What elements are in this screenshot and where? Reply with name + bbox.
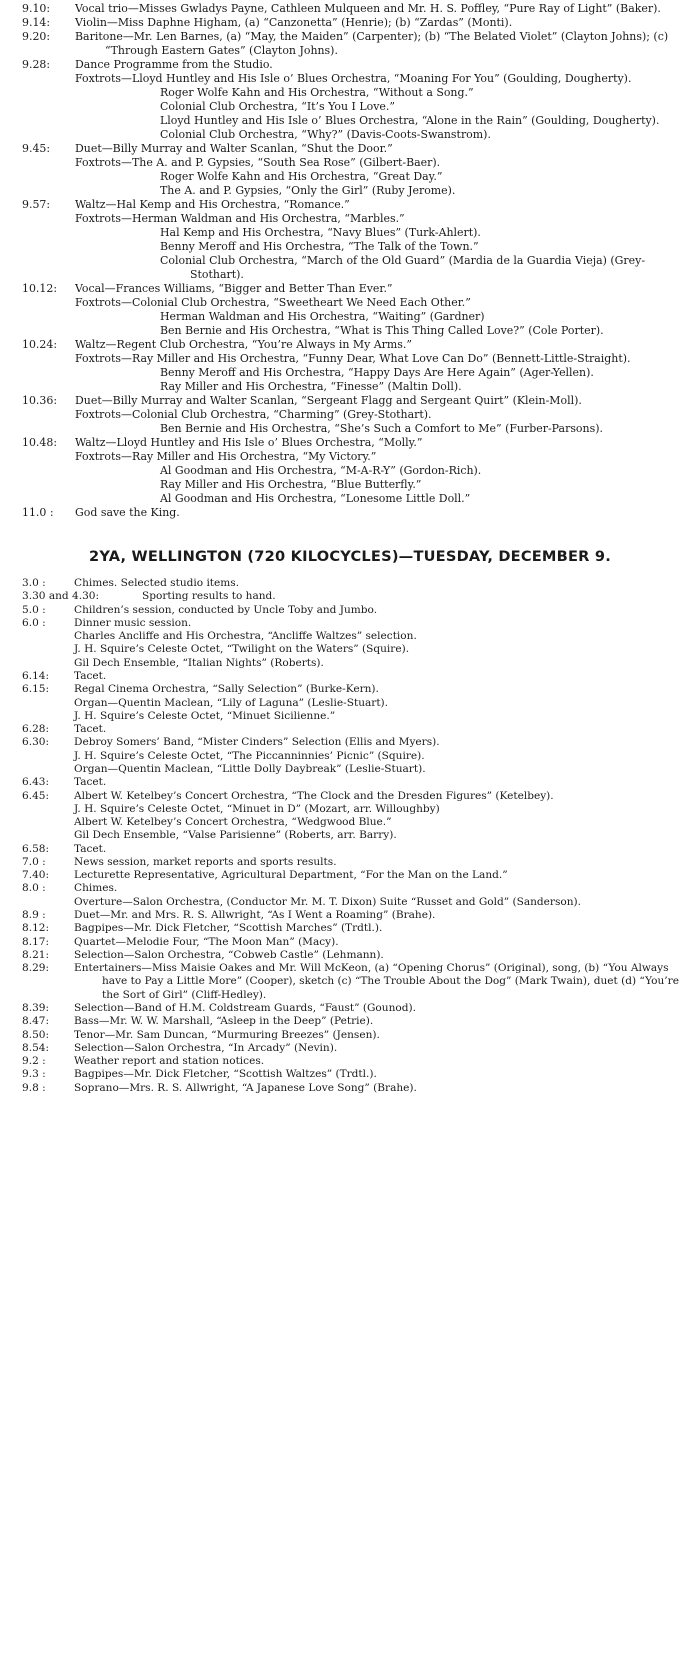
entry-text: Foxtrots—Colonial Club Orchestra, “Charming” (Grey-Stothart). — [75, 408, 432, 421]
programme-entry — [0, 212, 700, 226]
entry-text: J. H. Squire’s Celeste Octet, “The Piccanninnies’ Picnic” (Squire). — [74, 749, 425, 762]
time-label: 3.30 and 4.30: — [22, 590, 100, 603]
entry-text: Herman Waldman and His Orchestra, “Waiting” (Gardner) — [160, 310, 485, 323]
time-label: 8.21: — [22, 948, 50, 961]
time-label: 7.0 : — [22, 855, 46, 868]
entry-text: Debroy Somers’ Band, “Mister Cinders” Selection (Ellis and Myers). — [74, 736, 440, 749]
time-label: 8.54: — [22, 1041, 50, 1054]
programme-entry — [0, 736, 700, 749]
entry-text: Selection—Salon Orchestra, “Cobweb Castle” (Lehmann). — [74, 948, 384, 961]
programme-entry — [0, 324, 700, 338]
programme-entry — [0, 657, 700, 670]
programme-entry — [0, 697, 700, 710]
entry-text: Selection—Band of H.M. Coldstream Guards, “Faust” (Gounod). — [74, 1002, 416, 1014]
entry-text: News session, market reports and sports results. — [74, 855, 337, 868]
entry-text: Benny Meroff and His Orchestra, “The Talk of the Town.” — [160, 240, 479, 253]
entry-text: Bagpipes—Mr. Dick Fletcher, “Scottish Marches” (Trdtl.). — [74, 922, 383, 935]
time-label: 6.0 : — [22, 616, 46, 629]
programme-entry — [0, 1015, 700, 1028]
entry-text: Lloyd Huntley and His Isle o’ Blues Orchestra, “Alone in the Rain” (Goulding, Dougherty). — [160, 114, 660, 127]
programme-entry — [0, 86, 700, 100]
entry-text: Waltz—Lloyd Huntley and His Isle o’ Blues Orchestra, “Molly.” — [75, 436, 423, 449]
entry-text: Tacet. — [74, 842, 107, 855]
entry-text: Children’s session, conducted by Uncle Toby and Jumbo. — [74, 603, 378, 616]
programme-entry — [0, 630, 700, 643]
time-label: 9.57: — [22, 198, 51, 211]
time-label: 8.39: — [22, 1002, 50, 1014]
time-label: 10.24: — [22, 338, 58, 351]
time-label: 7.40: — [22, 869, 50, 882]
entry-text: Foxtrots—Colonial Club Orchestra, “Sweetheart We Need Each Other.” — [75, 296, 471, 309]
programme-entry — [0, 58, 700, 72]
time-label: 11.0 : — [22, 506, 54, 519]
entry-text: Albert W. Ketelbey’s Concert Orchestra, “The Clock and the Dresden Figures” (Ketelbey). — [74, 789, 554, 802]
entry-text: Ben Bernie and His Orchestra, “What is This Thing Called Love?” (Cole Porter). — [160, 324, 604, 337]
entry-text: Roger Wolfe Kahn and His Orchestra, “Great Day.” — [160, 170, 443, 183]
programme-entry — [0, 896, 700, 909]
programme-entry — [0, 829, 700, 842]
programme-entry — [0, 240, 700, 254]
time-label: 10.36: — [22, 394, 58, 407]
time-label: 3.0 : — [22, 577, 46, 589]
entry-text: Duet—Mr. and Mrs. R. S. Allwright, “As I Went a Roaming” (Brahe). — [74, 909, 436, 922]
entry-text: Foxtrots—Herman Waldman and His Orchestra, “Marbles.” — [75, 212, 405, 225]
programme-entry — [0, 962, 700, 1002]
programme-entry — [0, 408, 700, 422]
entry-text: Bass—Mr. W. W. Marshall, “Asleep in the Deep” (Petrie). — [74, 1015, 374, 1028]
programme-entry — [0, 776, 700, 789]
entry-text: Overture—Salon Orchestra, (Conductor Mr. M. T. Dixon) Suite “Russet and Gold” (Sanderson). — [74, 895, 581, 908]
entry-text: J. H. Squire’s Celeste Octet, “Twilight on the Waters” (Squire). — [74, 643, 410, 656]
time-label: 8.12: — [22, 922, 50, 935]
programme-entry — [0, 170, 700, 184]
programme-entry — [0, 16, 700, 30]
time-label: 8.47: — [22, 1015, 50, 1028]
programme-entry — [0, 128, 700, 142]
programme-entry — [0, 1002, 700, 1015]
programme-entry — [0, 310, 700, 324]
programme-entry — [0, 882, 700, 895]
entry-text: Gil Dech Ensemble, “Valse Parisienne” (Roberts, arr. Barry). — [74, 829, 397, 842]
programme-entry — [0, 750, 700, 763]
entry-text: Chimes. Selected studio items. — [74, 577, 240, 589]
programme-entry — [0, 670, 700, 683]
time-label: 6.28: — [22, 723, 50, 736]
programme-entry — [0, 142, 700, 156]
programme-entry — [0, 763, 700, 776]
programme-entry — [0, 100, 700, 114]
entry-text: Vocal—Frances Williams, “Bigger and Better Than Ever.” — [75, 282, 393, 295]
station-heading: 2YA, WELLINGTON (720 KILOCYCLES)—TUESDAY, DECEMBER 9. — [89, 548, 611, 565]
time-label: 9.28: — [22, 58, 51, 71]
time-label: 8.17: — [22, 935, 50, 948]
programme-entry — [0, 1082, 700, 1095]
programme-entry — [0, 683, 700, 696]
programme-entry — [0, 1055, 700, 1068]
programme-entry — [0, 338, 700, 352]
programme-entry — [0, 909, 700, 922]
entry-text: Al Goodman and His Orchestra, “M-A-R-Y” (Gordon-Rich). — [160, 464, 482, 477]
programme-entry — [0, 723, 700, 736]
programme-entry — [0, 803, 700, 816]
programme-entry — [0, 436, 700, 450]
entry-text: Quartet—Melodie Four, “The Moon Man” (Macy). — [74, 935, 339, 948]
time-label: 9.8 : — [22, 1081, 46, 1094]
programme-entry — [0, 710, 700, 723]
programme-entry — [0, 282, 700, 296]
entry-text: Dance Programme from the Studio. — [75, 58, 273, 71]
programme-entry — [0, 816, 700, 829]
time-label: 6.30: — [22, 736, 50, 749]
programme-entry — [0, 1029, 700, 1042]
entry-text: Waltz—Regent Club Orchestra, “You’re Always in My Arms.” — [75, 338, 412, 351]
entry-text: Foxtrots—Ray Miller and His Orchestra, “Funny Dear, What Love Can Do” (Bennett-Little-Straight). — [75, 352, 631, 365]
programme-entry — [0, 198, 700, 212]
entry-text: Waltz—Hal Kemp and His Orchestra, “Romance.” — [75, 198, 350, 211]
entry-text: Colonial Club Orchestra, “March of the Old Guard” (Mardia de la Guardia Vieja) (Grey-Stothart). — [160, 254, 646, 281]
entry-text: Vocal trio—Misses Gwladys Payne, Cathleen Mulqueen and Mr. H. S. Poffley, “Pure Ray of Light” (Baker). — [75, 2, 661, 15]
entry-text: The A. and P. Gypsies, “Only the Girl” (Ruby Jerome). — [160, 184, 456, 197]
programme-entry — [0, 450, 700, 464]
entry-text: Foxtrots—Ray Miller and His Orchestra, “My Victory.” — [75, 450, 377, 463]
entry-text: Regal Cinema Orchestra, “Sally Selection” (Burke-Kern). — [74, 683, 379, 696]
programme-entry — [0, 296, 700, 310]
time-label: 9.14: — [22, 16, 51, 29]
entry-text: Soprano—Mrs. R. S. Allwright, “A Japanese Love Song” (Brahe). — [74, 1081, 417, 1094]
entry-text: Tenor—Mr. Sam Duncan, “Murmuring Breezes” (Jensen). — [74, 1028, 380, 1041]
programme-entry — [0, 2, 700, 16]
programme-entry — [0, 1042, 700, 1055]
programme-entry — [0, 506, 700, 520]
programme-entry — [0, 1068, 700, 1081]
programme-entry — [0, 936, 700, 949]
programme-section-continued — [0, 0, 700, 520]
programme-entry — [0, 856, 700, 869]
programme-entry — [0, 464, 700, 478]
time-label: 9.2 : — [22, 1055, 46, 1068]
entry-text: Colonial Club Orchestra, “It’s You I Love.” — [160, 100, 395, 113]
programme-entry — [0, 30, 700, 58]
programme-entry — [0, 380, 700, 394]
programme-entry — [0, 643, 700, 656]
entry-text: Foxtrots—The A. and P. Gypsies, “South Sea Rose” (Gilbert-Baer). — [75, 156, 441, 169]
entry-text: Ray Miller and His Orchestra, “Finesse” (Maltin Doll). — [160, 380, 462, 393]
entry-text: Ray Miller and His Orchestra, “Blue Butterfly.” — [160, 478, 422, 491]
entry-text: Roger Wolfe Kahn and His Orchestra, “Without a Song.” — [160, 86, 474, 99]
entry-text: Al Goodman and His Orchestra, “Lonesome Little Doll.” — [160, 492, 471, 505]
programme-entry — [0, 577, 700, 590]
programme-entry — [0, 843, 700, 856]
programme-entry — [0, 352, 700, 366]
time-label: 6.15: — [22, 683, 50, 696]
entry-text: Weather report and station notices. — [74, 1055, 265, 1068]
entry-text: Benny Meroff and His Orchestra, “Happy Days Are Here Again” (Ager-Yellen). — [160, 366, 594, 379]
programme-entry — [0, 226, 700, 240]
programme-entry — [0, 72, 700, 86]
time-label: 6.43: — [22, 776, 50, 789]
entry-text: Charles Ancliffe and His Orchestra, “Ancliffe Waltzes” selection. — [74, 630, 417, 643]
time-label: 9.3 : — [22, 1068, 46, 1081]
programme-entry — [0, 184, 700, 198]
entry-text: Baritone—Mr. Len Barnes, (a) “May, the Maiden” (Carpenter); (b) “The Belated Violet” (Clayton Johns); (c) “Through Eastern Gates” (Clayton Johns). — [75, 30, 669, 57]
time-label: 8.29: — [22, 962, 50, 975]
entry-text: Selection—Salon Orchestra, “In Arcady” (Nevin). — [74, 1041, 338, 1054]
entry-text: Entertainers—Miss Maisie Oakes and Mr. Will McKeon, (a) “Opening Chorus” (Original), song, (b) “You Always have to Pay a Little More” (Cooper), sketch (c) “The Trouble About the Dog” (Mark Twain), duet (d) “You’re the Sort of Girl” (Cliff-Hedley). — [74, 962, 679, 1001]
time-label: 6.45: — [22, 789, 50, 802]
programme-entry — [0, 492, 700, 506]
programme-section-2ya — [0, 577, 700, 1095]
time-label: 10.12: — [22, 282, 58, 295]
programme-entry — [0, 604, 700, 617]
entry-text: Foxtrots—Lloyd Huntley and His Isle o’ Blues Orchestra, “Moaning For You” (Goulding, Dougherty). — [75, 72, 632, 85]
programme-entry — [0, 422, 700, 436]
programme-entry — [0, 366, 700, 380]
programme-entry — [0, 869, 700, 882]
entry-text: Hal Kemp and His Orchestra, “Navy Blues” (Turk-Ahlert). — [160, 226, 481, 239]
time-label: 5.0 : — [22, 603, 46, 616]
entry-text: Tacet. — [74, 669, 107, 682]
entry-text: Tacet. — [74, 776, 107, 789]
programme-entry — [0, 478, 700, 492]
entry-text: J. H. Squire’s Celeste Octet, “Minuet in D” (Mozart, arr. Willoughby) — [74, 802, 440, 815]
time-label: 9.10: — [22, 2, 51, 15]
programme-entry — [0, 590, 700, 603]
entry-text: J. H. Squire’s Celeste Octet, “Minuet Sicilienne.” — [74, 709, 336, 722]
entry-text: Organ—Quentin Maclean, “Lily of Laguna” (Leslie-Stuart). — [74, 696, 389, 709]
entry-text: Duet—Billy Murray and Walter Scanlan, “Sergeant Flagg and Sergeant Quirt” (Klein-Moll). — [75, 394, 582, 407]
time-label: 6.14: — [22, 669, 50, 682]
entry-text: Albert W. Ketelbey’s Concert Orchestra, “Wedgwood Blue.” — [74, 816, 392, 829]
entry-text: Colonial Club Orchestra, “Why?” (Davis-Coots-Swanstrom). — [160, 128, 491, 141]
entry-text: Dinner music session. — [74, 616, 192, 629]
programme-entry — [0, 114, 700, 128]
entry-text: God save the King. — [75, 506, 180, 519]
entry-text: Tacet. — [74, 723, 107, 736]
entry-text: Organ—Quentin Maclean, “Little Dolly Daybreak” (Leslie-Stuart). — [74, 762, 426, 775]
time-label: 8.9 : — [22, 909, 46, 922]
programme-entry — [0, 949, 700, 962]
programme-entry — [0, 394, 700, 408]
entry-text: Violin—Miss Daphne Higham, (a) “Canzonetta” (Henrie); (b) “Zardas” (Monti). — [75, 16, 513, 29]
entry-text: Bagpipes—Mr. Dick Fletcher, “Scottish Waltzes” (Trdtl.). — [74, 1068, 377, 1081]
entry-text: Duet—Billy Murray and Walter Scanlan, “Shut the Door.” — [75, 142, 393, 155]
entry-text: Chimes. — [74, 882, 118, 895]
entry-text: Sporting results to hand. — [142, 590, 276, 603]
time-label: 6.58: — [22, 842, 50, 855]
time-label: 10.48: — [22, 436, 58, 449]
entry-text: Gil Dech Ensemble, “Italian Nights” (Roberts). — [74, 656, 324, 669]
programme-entry — [0, 156, 700, 170]
time-label: 8.50: — [22, 1028, 50, 1041]
time-label: 9.20: — [22, 30, 51, 43]
entry-text: Lecturette Representative, Agricultural Department, “For the Man on the Land.” — [74, 869, 508, 882]
entry-text: Ben Bernie and His Orchestra, “She’s Such a Comfort to Me” (Furber-Parsons). — [160, 422, 603, 435]
time-label: 8.0 : — [22, 882, 46, 895]
programme-entry — [0, 922, 700, 935]
time-label: 9.45: — [22, 142, 51, 155]
programme-entry — [0, 790, 700, 803]
programme-entry — [0, 254, 700, 282]
programme-entry — [0, 617, 700, 630]
